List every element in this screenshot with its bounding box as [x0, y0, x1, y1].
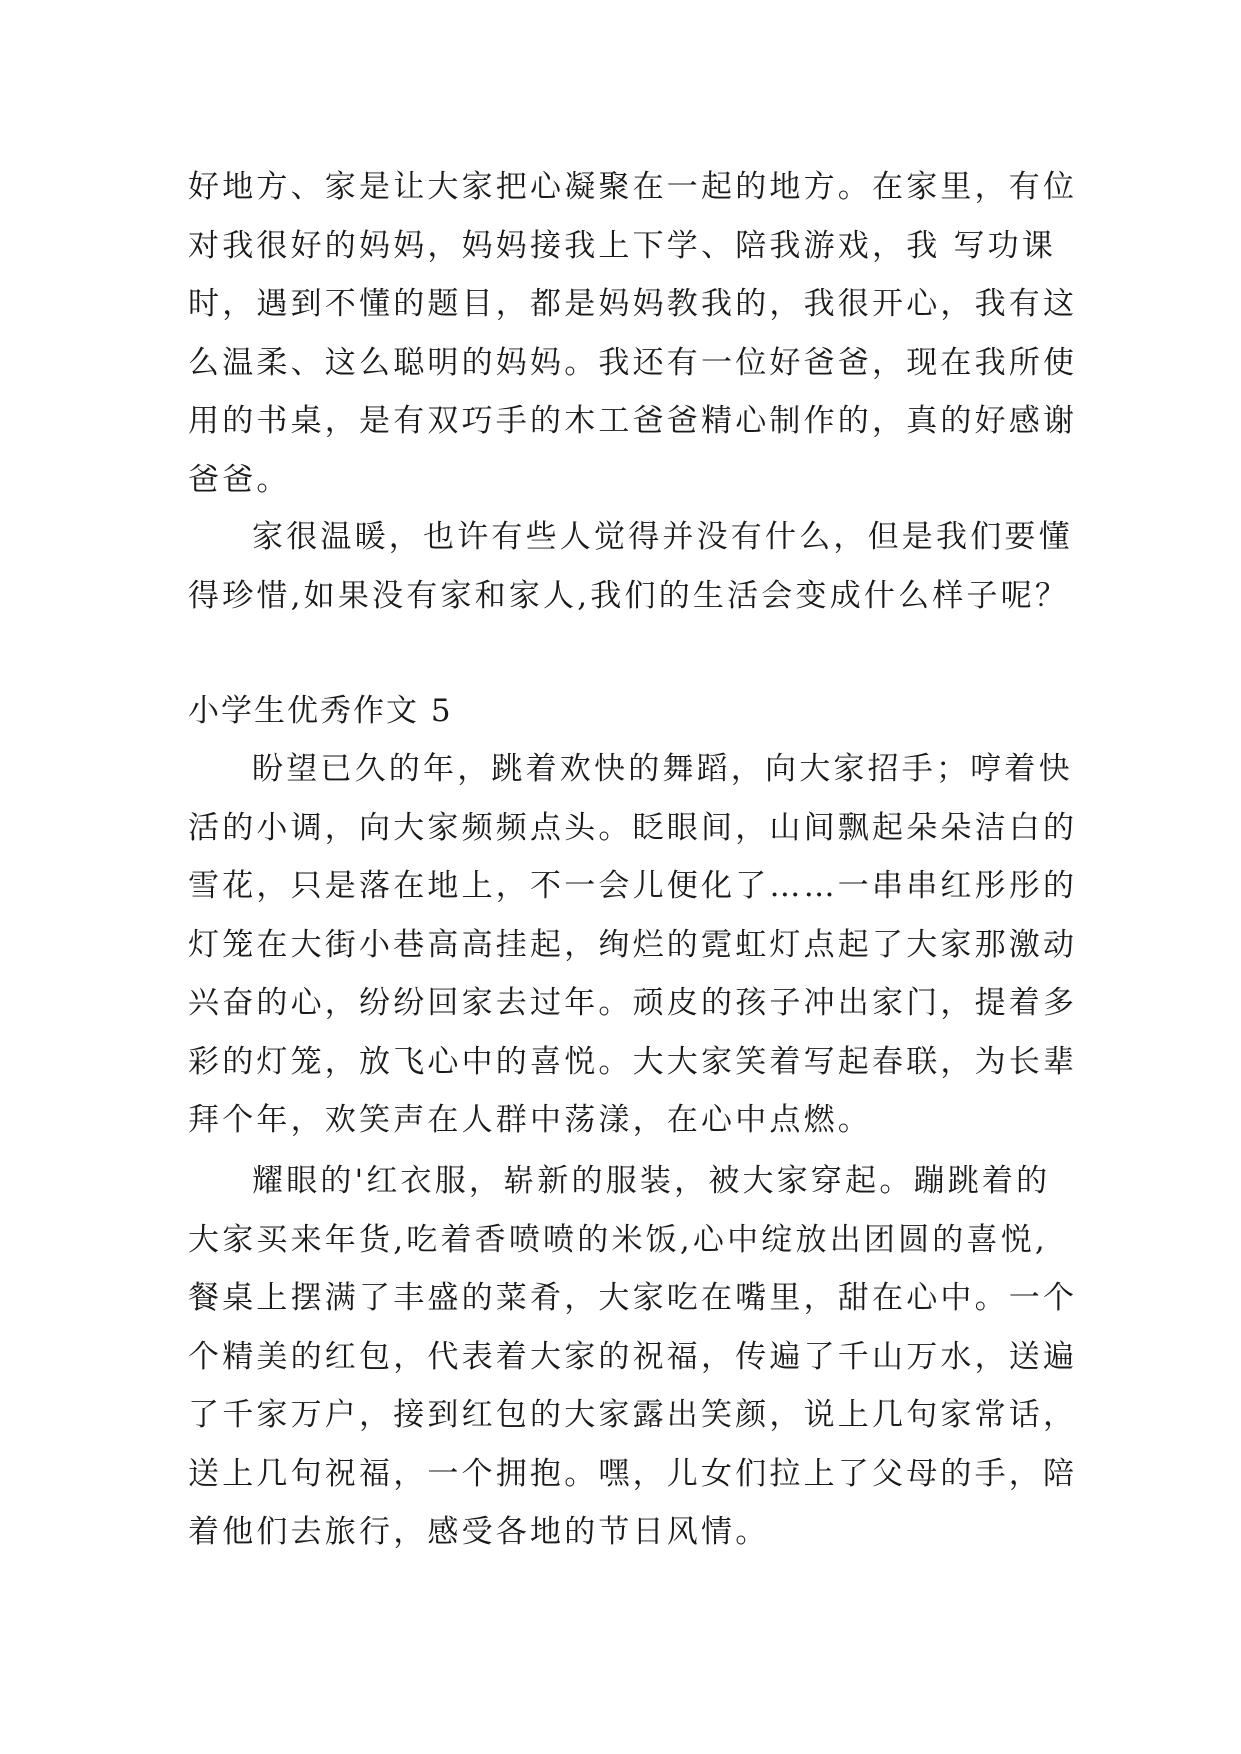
text-line: 送上几句祝福，一个拥抱。嘿，儿女们拉上了父母的手，陪: [188, 1455, 1078, 1492]
continued-paragraph: [188, 158, 1078, 509]
text-line: 用的书桌，是有双巧手的木工爸爸精心制作的，真的好感谢: [188, 403, 1078, 439]
text-line: 好地方、家是让大家把心凝聚在一起的地方。在家里，有位: [188, 169, 1078, 205]
text-line: 拜个年，欢笑声在人群中荡漾，在心中点燃。: [188, 1102, 872, 1138]
paragraph-celebration: [188, 1152, 1078, 1562]
text-line: 雪花，只是落在地上，不一会儿便化了……一串串红彤彤的: [188, 868, 1078, 904]
paragraph-family-warmth: [188, 508, 1073, 625]
text-line: 彩的灯笼，放飞心中的喜悦。大大家笑着写起春联，为长辈: [188, 1043, 1078, 1080]
text-line: 爸爸。: [188, 461, 291, 498]
text-line: 活的小调，向大家频频点头。眨眼间，山间飘起朵朵洁白的: [188, 809, 1078, 846]
section-heading: 小学生优秀作文 5: [188, 693, 453, 729]
text-line: 对我很好的妈妈，妈妈接我上下学、陪我游戏，我 写功课: [188, 227, 1057, 264]
text-line: 兴奋的心，纷纷回家去过年。顽皮的孩子冲出家门，提着多: [188, 985, 1078, 1021]
text-line: 盼望已久的年，跳着欢快的舞蹈，向大家招手；哼着快: [252, 751, 1073, 787]
text-line: 家很温暖，也许有些人觉得并没有什么，但是我们要懂: [252, 519, 1073, 555]
text-line: 着他们去旅行，感受各地的节日风情。: [188, 1514, 770, 1550]
text-line: 时，遇到不懂的题目，都是妈妈教我的，我很开心，我有这: [188, 286, 1078, 322]
text-line: 么温柔、这么聪明的妈妈。我还有一位好爸爸，现在我所使: [188, 344, 1078, 381]
text-line: 大家买来年货,吃着香喷喷的米饭,心中绽放出团圆的喜悦,: [188, 1221, 1048, 1258]
text-line: 耀眼的'红衣服，崭新的服装，被大家穿起。蹦跳着的: [252, 1163, 1051, 1199]
paragraph-new-year: [188, 740, 1078, 1150]
text-line: 得珍惜,如果没有家和家人,我们的生活会变成什么样子呢？: [188, 577, 1070, 614]
text-line: 个精美的红包，代表着大家的祝福，传遍了千山万水，送遍: [188, 1338, 1078, 1375]
text-line: 灯笼在大街小巷高高挂起，绚烂的霓虹灯点起了大家那激动: [188, 926, 1078, 963]
text-line: 餐桌上摆满了丰盛的菜肴，大家吃在嘴里，甜在心中。一个: [188, 1280, 1078, 1316]
text-line: 了千家万户，接到红包的大家露出笑颜，说上几句家常话，: [188, 1397, 1078, 1433]
